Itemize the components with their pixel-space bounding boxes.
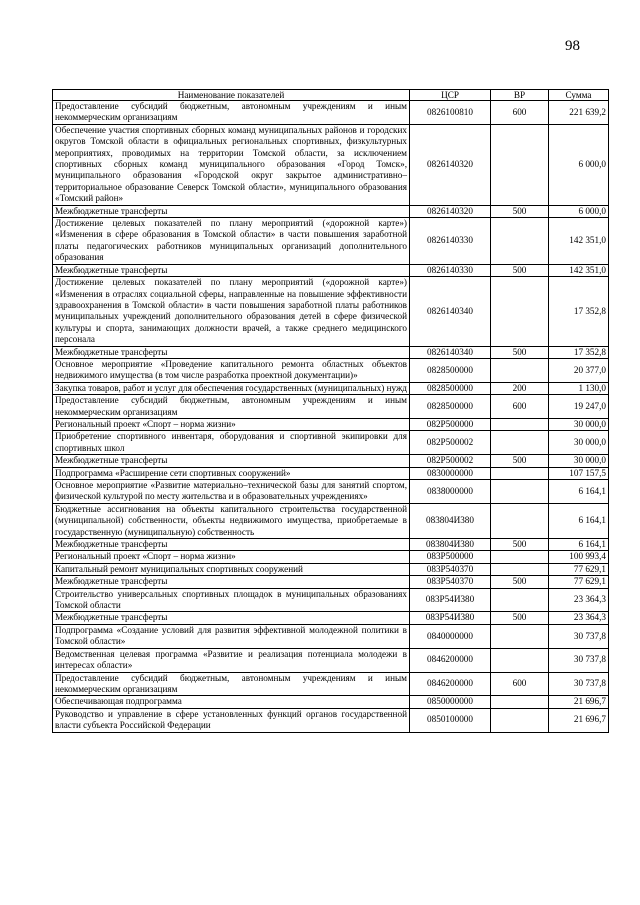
row-vr bbox=[491, 418, 549, 430]
row-name: Строительство универсальных спортивных площадок в муниципальных образованиях Томской области bbox=[53, 588, 410, 612]
table-row bbox=[53, 672, 609, 696]
row-vr: 500 bbox=[491, 612, 549, 624]
row-vr bbox=[491, 648, 549, 672]
row-sum: 6 164,1 bbox=[549, 539, 609, 551]
row-name: Подпрограмма «Создание условий для развития эффективной молодежной политики в Томской области» bbox=[53, 624, 410, 648]
row-vr bbox=[491, 277, 549, 346]
row-vr bbox=[491, 588, 549, 612]
table-header-row bbox=[53, 90, 609, 101]
row-name: Капитальный ремонт муниципальных спортивных сооружений bbox=[53, 563, 410, 575]
row-vr: 200 bbox=[491, 382, 549, 394]
table-row bbox=[53, 346, 609, 358]
table-row bbox=[53, 539, 609, 551]
row-name: Достижение целевых показателей по плану мероприятий («дорожной карте») «Изменения в сфере образования в Томской области» в части повышения заработной платы педагогических работников муниципальных организаций дополнительного образования bbox=[53, 218, 410, 265]
table-row bbox=[53, 101, 609, 125]
row-name: Основное мероприятие «Проведение капитального ремонта областных объектов недвижимого имущества (в том числе разработка проектной документации)» bbox=[53, 358, 410, 382]
row-sum: 30 000,0 bbox=[549, 418, 609, 430]
column-header-vr: ВР bbox=[491, 90, 549, 101]
row-csr: 0828500000 bbox=[410, 358, 491, 382]
row-sum: 21 696,7 bbox=[549, 708, 609, 732]
row-name: Ведомственная целевая программа «Развитие и реализация потенциала молодежи в интересах области» bbox=[53, 648, 410, 672]
row-vr bbox=[491, 503, 549, 538]
row-sum: 142 351,0 bbox=[549, 264, 609, 276]
row-sum: 30 737,8 bbox=[549, 624, 609, 648]
row-csr: 083804И380 bbox=[410, 539, 491, 551]
table-row bbox=[53, 503, 609, 538]
row-sum: 30 737,8 bbox=[549, 648, 609, 672]
row-vr bbox=[491, 467, 549, 479]
table-row bbox=[53, 708, 609, 732]
row-name: Межбюджетные трансферты bbox=[53, 264, 410, 276]
row-name: Межбюджетные трансферты bbox=[53, 612, 410, 624]
row-csr: 0828500000 bbox=[410, 382, 491, 394]
row-csr: 0840000000 bbox=[410, 624, 491, 648]
row-vr: 500 bbox=[491, 264, 549, 276]
table-row bbox=[53, 418, 609, 430]
row-sum: 21 696,7 bbox=[549, 696, 609, 708]
table-row bbox=[53, 648, 609, 672]
row-vr bbox=[491, 124, 549, 205]
row-name: Межбюджетные трансферты bbox=[53, 455, 410, 467]
row-sum: 100 993,4 bbox=[549, 551, 609, 563]
row-sum: 77 629,1 bbox=[549, 576, 609, 588]
row-name: Бюджетные ассигнования на объекты капитального строительства государственной (муниципальной) собственности, объекты недвижимого имущества, приобретаемые в государственную (муниципальную) собственность bbox=[53, 503, 410, 538]
row-csr: 0850000000 bbox=[410, 696, 491, 708]
row-name: Основное мероприятие «Развитие материально–технической базы для занятий спортом, физической культурой по месту жительства и в образовательных учреждениях» bbox=[53, 480, 410, 504]
table-row bbox=[53, 205, 609, 217]
row-csr: 082P500002 bbox=[410, 455, 491, 467]
table-row bbox=[53, 480, 609, 504]
row-sum: 20 377,0 bbox=[549, 358, 609, 382]
table-row bbox=[53, 455, 609, 467]
column-header-sum: Сумма bbox=[549, 90, 609, 101]
row-vr: 600 bbox=[491, 672, 549, 696]
row-sum: 6 000,0 bbox=[549, 205, 609, 217]
row-sum: 6 164,1 bbox=[549, 480, 609, 504]
row-vr: 500 bbox=[491, 346, 549, 358]
row-vr bbox=[491, 563, 549, 575]
row-csr: 0850100000 bbox=[410, 708, 491, 732]
row-name: Закупка товаров, работ и услуг для обеспечения государственных (муниципальных) нужд bbox=[53, 382, 410, 394]
row-name: Обеспечение участия спортивных сборных команд муниципальных районов и городских округов Томской области в официальных региональных спортивных, физкультурных мероприятиях, проводимых на территории Томской области, за исключением спортивных сборных команд муниципального образования «Город Томск», муниципального образования «Городской округ закрытое административно–территориальное образование Северск Томской области», муниципального образования «Томский район» bbox=[53, 124, 410, 205]
row-csr: 0830000000 bbox=[410, 467, 491, 479]
table-row bbox=[53, 395, 609, 419]
table-row bbox=[53, 551, 609, 563]
row-sum: 107 157,5 bbox=[549, 467, 609, 479]
table-row bbox=[53, 431, 609, 455]
row-csr: 082P500002 bbox=[410, 431, 491, 455]
row-name: Подпрограмма «Расширение сети спортивных сооружений» bbox=[53, 467, 410, 479]
row-vr: 500 bbox=[491, 576, 549, 588]
row-vr bbox=[491, 431, 549, 455]
budget-table bbox=[52, 89, 609, 733]
row-vr bbox=[491, 480, 549, 504]
row-vr: 600 bbox=[491, 395, 549, 419]
row-name: Руководство и управление в сфере установленных функций органов государственной власти субъекта Российской Федерации bbox=[53, 708, 410, 732]
row-name: Межбюджетные трансферты bbox=[53, 205, 410, 217]
row-csr: 083P540370 bbox=[410, 576, 491, 588]
table-row bbox=[53, 124, 609, 205]
row-sum: 30 000,0 bbox=[549, 455, 609, 467]
row-name: Приобретение спортивного инвентаря, оборудования и спортивной экипировки для спортивных школ bbox=[53, 431, 410, 455]
table-row bbox=[53, 563, 609, 575]
row-vr bbox=[491, 358, 549, 382]
row-name: Предоставление субсидий бюджетным, автономным учреждениям и иным некоммерческим организациям bbox=[53, 395, 410, 419]
row-csr: 0826140320 bbox=[410, 205, 491, 217]
row-vr bbox=[491, 624, 549, 648]
row-vr: 500 bbox=[491, 455, 549, 467]
table-row bbox=[53, 382, 609, 394]
row-csr: 082P500000 bbox=[410, 418, 491, 430]
row-vr: 500 bbox=[491, 205, 549, 217]
row-vr bbox=[491, 551, 549, 563]
row-sum: 17 352,8 bbox=[549, 346, 609, 358]
table-row bbox=[53, 277, 609, 346]
row-sum: 221 639,2 bbox=[549, 101, 609, 125]
row-name: Обеспечивающая подпрограмма bbox=[53, 696, 410, 708]
row-csr: 0846200000 bbox=[410, 672, 491, 696]
row-sum: 6 000,0 bbox=[549, 124, 609, 205]
row-sum: 1 130,0 bbox=[549, 382, 609, 394]
row-sum: 23 364,3 bbox=[549, 612, 609, 624]
row-name: Достижение целевых показателей по плану мероприятий («дорожной карте») «Изменения в отраслях социальной сферы, направленные на повышение эффективности здравоохранения в Томской области» в части повышения заработной платы работников муниципальных учреждений дополнительного образования детей в сфере физической культуры и спорта, занимающих должности врачей, а также среднего медицинского персонала bbox=[53, 277, 410, 346]
row-csr: 0826140330 bbox=[410, 218, 491, 265]
row-name: Предоставление субсидий бюджетным, автономным учреждениям и иным некоммерческим организациям bbox=[53, 672, 410, 696]
table-row bbox=[53, 358, 609, 382]
row-csr: 083P540370 bbox=[410, 563, 491, 575]
row-csr: 0826140340 bbox=[410, 346, 491, 358]
row-csr: 083P54И380 bbox=[410, 588, 491, 612]
row-csr: 0826140340 bbox=[410, 277, 491, 346]
row-name: Межбюджетные трансферты bbox=[53, 346, 410, 358]
row-csr: 0828500000 bbox=[410, 395, 491, 419]
table-row bbox=[53, 612, 609, 624]
row-csr: 083P54И380 bbox=[410, 612, 491, 624]
row-csr: 0826140330 bbox=[410, 264, 491, 276]
row-vr: 600 bbox=[491, 101, 549, 125]
table-row bbox=[53, 624, 609, 648]
table-row bbox=[53, 696, 609, 708]
column-header-name: Наименование показателей bbox=[53, 90, 410, 101]
column-header-csr: ЦСР bbox=[410, 90, 491, 101]
table-row bbox=[53, 218, 609, 265]
row-sum: 77 629,1 bbox=[549, 563, 609, 575]
row-csr: 0838000000 bbox=[410, 480, 491, 504]
row-vr bbox=[491, 696, 549, 708]
row-csr: 083804И380 bbox=[410, 503, 491, 538]
table-row bbox=[53, 467, 609, 479]
table-row bbox=[53, 576, 609, 588]
row-name: Межбюджетные трансферты bbox=[53, 576, 410, 588]
row-sum: 30 000,0 bbox=[549, 431, 609, 455]
row-sum: 23 364,3 bbox=[549, 588, 609, 612]
row-vr: 500 bbox=[491, 539, 549, 551]
row-csr: 0846200000 bbox=[410, 648, 491, 672]
row-sum: 19 247,0 bbox=[549, 395, 609, 419]
row-sum: 142 351,0 bbox=[549, 218, 609, 265]
row-vr bbox=[491, 708, 549, 732]
row-csr: 0826140320 bbox=[410, 124, 491, 205]
row-sum: 17 352,8 bbox=[549, 277, 609, 346]
row-csr: 0826100810 bbox=[410, 101, 491, 125]
row-name: Региональный проект «Спорт – норма жизни» bbox=[53, 551, 410, 563]
row-name: Межбюджетные трансферты bbox=[53, 539, 410, 551]
row-name: Предоставление субсидий бюджетным, автономным учреждениям и иным некоммерческим организациям bbox=[53, 101, 410, 125]
row-vr bbox=[491, 218, 549, 265]
page-number: 98 bbox=[565, 38, 580, 54]
row-csr: 083P500000 bbox=[410, 551, 491, 563]
row-sum: 6 164,1 bbox=[549, 503, 609, 538]
row-name: Региональный проект «Спорт – норма жизни» bbox=[53, 418, 410, 430]
table-row bbox=[53, 588, 609, 612]
table-row bbox=[53, 264, 609, 276]
row-sum: 30 737,8 bbox=[549, 672, 609, 696]
